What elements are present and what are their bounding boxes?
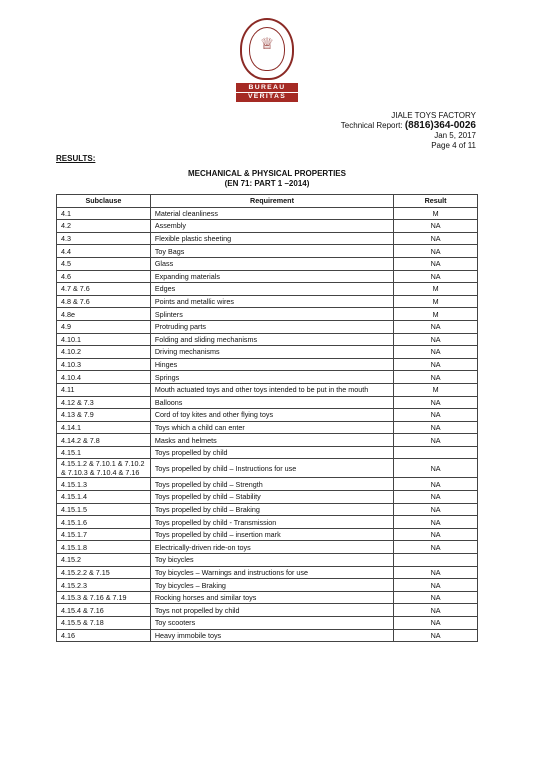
requirement-cell: Toys propelled by child – Instructions for use — [150, 459, 393, 478]
column-header-requirement: Requirement — [150, 195, 393, 208]
requirement-cell: Points and metallic wires — [150, 295, 393, 308]
requirement-cell: Toy bicycles – Braking — [150, 579, 393, 592]
requirement-cell: Driving mechanisms — [150, 346, 393, 359]
subclause-cell: 4.15.2.3 — [57, 579, 151, 592]
table-row — [57, 579, 478, 592]
subclause-cell: 4.7 & 7.6 — [57, 283, 151, 296]
subclause-cell: 4.15.5 & 7.18 — [57, 617, 151, 630]
subclause-cell: 4.15.1.8 — [57, 541, 151, 554]
requirement-cell: Toys propelled by child – Strength — [150, 478, 393, 491]
table-row — [57, 257, 478, 270]
subclause-cell: 4.14.1 — [57, 421, 151, 434]
page-number: Page 4 of 11 — [431, 141, 476, 150]
subclause-cell: 4.15.1 — [57, 446, 151, 459]
bureau-veritas-logo — [236, 18, 298, 102]
result-cell: M — [394, 295, 478, 308]
table-row — [57, 295, 478, 308]
requirement-cell: Toys not propelled by child — [150, 604, 393, 617]
requirement-cell: Toys propelled by child — [150, 446, 393, 459]
table-row — [57, 232, 478, 245]
subclause-cell: 4.8 & 7.6 — [57, 295, 151, 308]
result-cell: NA — [394, 409, 478, 422]
table-row — [57, 308, 478, 321]
subclause-cell: 4.14.2 & 7.8 — [57, 434, 151, 447]
table-header-row — [57, 195, 478, 208]
requirement-cell: Toys propelled by child – Stability — [150, 491, 393, 504]
result-cell: NA — [394, 516, 478, 529]
requirement-cell: Toy bicycles – Warnings and instructions for use — [150, 566, 393, 579]
results-label: RESULTS: — [56, 154, 96, 163]
table-row — [57, 409, 478, 422]
table-row — [57, 554, 478, 567]
table-row — [57, 591, 478, 604]
column-header-subclause: Subclause — [57, 195, 151, 208]
requirement-cell: Protruding parts — [150, 320, 393, 333]
subclause-cell: 4.9 — [57, 320, 151, 333]
table-row — [57, 383, 478, 396]
results-table — [56, 194, 478, 642]
table-row — [57, 358, 478, 371]
subclause-cell: 4.15.2 — [57, 554, 151, 567]
requirement-cell: Springs — [150, 371, 393, 384]
table-row — [57, 617, 478, 630]
table-row — [57, 396, 478, 409]
requirement-cell: Electrically-driven ride-on toys — [150, 541, 393, 554]
requirement-cell: Mouth actuated toys and other toys intended to be put in the mouth — [150, 383, 393, 396]
table-row — [57, 503, 478, 516]
section-title: MECHANICAL & PHYSICAL PROPERTIES — [188, 169, 346, 178]
table-row — [57, 245, 478, 258]
requirement-cell: Expanding materials — [150, 270, 393, 283]
table-row — [57, 207, 478, 220]
table-body — [57, 207, 478, 642]
result-cell: NA — [394, 591, 478, 604]
result-cell: M — [394, 207, 478, 220]
result-cell: NA — [394, 503, 478, 516]
subclause-cell: 4.5 — [57, 257, 151, 270]
requirement-cell: Toy scooters — [150, 617, 393, 630]
requirement-cell: Flexible plastic sheeting — [150, 232, 393, 245]
subclause-cell: 4.4 — [57, 245, 151, 258]
subclause-cell: 4.15.4 & 7.16 — [57, 604, 151, 617]
table-row — [57, 283, 478, 296]
subclause-cell: 4.16 — [57, 629, 151, 642]
table-row — [57, 371, 478, 384]
result-cell: NA — [394, 478, 478, 491]
requirement-cell: Hinges — [150, 358, 393, 371]
subclause-cell: 4.10.2 — [57, 346, 151, 359]
company-name: JIALE TOYS FACTORY — [391, 111, 476, 120]
result-cell: NA — [394, 358, 478, 371]
subclause-cell: 4.15.1.4 — [57, 491, 151, 504]
subclause-cell: 4.15.1.3 — [57, 478, 151, 491]
result-cell: NA — [394, 629, 478, 642]
subclause-cell: 4.15.1.7 — [57, 528, 151, 541]
subclause-cell: 4.15.1.5 — [57, 503, 151, 516]
subclause-cell: 4.12 & 7.3 — [57, 396, 151, 409]
subclause-cell: 4.1 — [57, 207, 151, 220]
subclause-cell: 4.3 — [57, 232, 151, 245]
result-cell: NA — [394, 371, 478, 384]
requirement-cell: Assembly — [150, 220, 393, 233]
subclause-cell: 4.6 — [57, 270, 151, 283]
subclause-cell: 4.15.3 & 7.16 & 7.19 — [57, 591, 151, 604]
table-row — [57, 333, 478, 346]
brand-line-2: VERITAS — [247, 93, 287, 100]
table-row — [57, 459, 478, 478]
result-cell: NA — [394, 459, 478, 478]
result-cell: NA — [394, 528, 478, 541]
result-cell: NA — [394, 270, 478, 283]
subclause-cell: 4.15.2.2 & 7.15 — [57, 566, 151, 579]
section-subtitle: (EN 71: PART 1 –2014) — [224, 179, 310, 188]
subclause-cell: 4.13 & 7.9 — [57, 409, 151, 422]
subclause-cell: 4.10.1 — [57, 333, 151, 346]
brand-line-1: BUREAU — [236, 84, 298, 93]
result-cell: NA — [394, 434, 478, 447]
result-cell: NA — [394, 396, 478, 409]
table-row — [57, 434, 478, 447]
subclause-cell: 4.11 — [57, 383, 151, 396]
requirement-cell: Toys propelled by child – Braking — [150, 503, 393, 516]
table-row — [57, 516, 478, 529]
result-cell: NA — [394, 346, 478, 359]
result-cell: NA — [394, 491, 478, 504]
table-row — [57, 446, 478, 459]
result-cell: NA — [394, 566, 478, 579]
table-row — [57, 541, 478, 554]
table-row — [57, 491, 478, 504]
result-cell — [394, 446, 478, 459]
result-cell: NA — [394, 257, 478, 270]
table-row — [57, 346, 478, 359]
report-line — [341, 121, 476, 131]
requirement-cell: Glass — [150, 257, 393, 270]
table-row — [57, 604, 478, 617]
result-cell: NA — [394, 617, 478, 630]
requirement-cell: Toy Bags — [150, 245, 393, 258]
table-row — [57, 270, 478, 283]
requirement-cell: Rocking horses and similar toys — [150, 591, 393, 604]
requirement-cell: Cord of toy kites and other flying toys — [150, 409, 393, 422]
table-row — [57, 320, 478, 333]
requirement-cell: Folding and sliding mechanisms — [150, 333, 393, 346]
result-cell: NA — [394, 333, 478, 346]
result-cell: M — [394, 383, 478, 396]
report-header — [341, 111, 476, 151]
result-cell — [394, 554, 478, 567]
result-cell: NA — [394, 220, 478, 233]
requirement-cell: Toys propelled by child – insertion mark — [150, 528, 393, 541]
table-row — [57, 528, 478, 541]
requirement-cell: Heavy immobile toys — [150, 629, 393, 642]
result-cell: NA — [394, 541, 478, 554]
requirement-cell: Toys propelled by child - Transmission — [150, 516, 393, 529]
requirement-cell: Edges — [150, 283, 393, 296]
subclause-cell: 4.2 — [57, 220, 151, 233]
requirement-cell: Balloons — [150, 396, 393, 409]
column-header-result: Result — [394, 195, 478, 208]
result-cell: NA — [394, 245, 478, 258]
result-cell: NA — [394, 579, 478, 592]
requirement-cell: Toys which a child can enter — [150, 421, 393, 434]
seal-icon: ♕ — [240, 18, 294, 80]
report-date: Jan 5, 2017 — [434, 131, 476, 140]
table-row — [57, 478, 478, 491]
result-cell: NA — [394, 320, 478, 333]
result-cell: NA — [394, 421, 478, 434]
subclause-cell: 4.10.4 — [57, 371, 151, 384]
report-label: Technical Report: — [340, 121, 405, 130]
requirement-cell: Masks and helmets — [150, 434, 393, 447]
table-row — [57, 421, 478, 434]
subclause-cell: 4.8e — [57, 308, 151, 321]
result-cell: M — [394, 283, 478, 296]
table-row — [57, 566, 478, 579]
subclause-cell: 4.10.3 — [57, 358, 151, 371]
subclause-cell: 4.15.1.6 — [57, 516, 151, 529]
table-row — [57, 629, 478, 642]
result-cell: M — [394, 308, 478, 321]
table-row — [57, 220, 478, 233]
requirement-cell: Material cleanliness — [150, 207, 393, 220]
report-number: (8816)364-0026 — [404, 120, 476, 131]
requirement-cell: Toy bicycles — [150, 554, 393, 567]
result-cell: NA — [394, 604, 478, 617]
result-cell: NA — [394, 232, 478, 245]
subclause-cell: 4.15.1.2 & 7.10.1 & 7.10.2 & 7.10.3 & 7.10.4 & 7.16 — [57, 459, 151, 478]
requirement-cell: Splinters — [150, 308, 393, 321]
brand-banner — [236, 83, 298, 102]
